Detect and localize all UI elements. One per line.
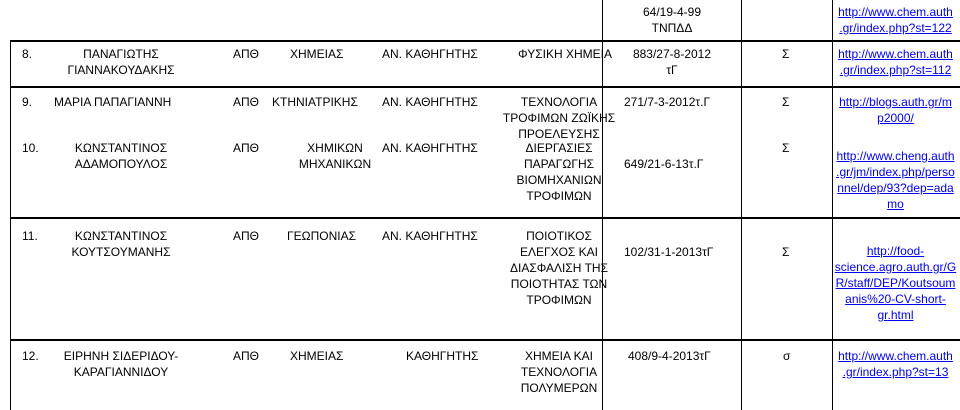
university: ΑΠΘ	[233, 95, 260, 109]
person-name: ΜΑΡΙΑ ΠΑΠΑΓΙΑΝΝΗ	[54, 95, 172, 109]
profile-link[interactable]: http://www.chem.auth .gr/index.php?st=112	[838, 47, 953, 77]
university: ΑΠΘ	[233, 349, 260, 363]
sigma-mark: Σ	[782, 47, 790, 61]
field: ΔΙΕΡΓΑΣΙΕΣ ΠΑΡΑΓΩΓΗΣ ΒΙΟΜΗΧΑΝΙΩΝ ΤΡΟΦΙΜΩΝ	[516, 141, 602, 203]
university: ΑΠΘ	[233, 229, 260, 243]
decision: 408/9-4-2013τΓ	[628, 349, 711, 363]
rank: ΑΝ. ΚΑΘΗΓΗΤΗΣ	[382, 229, 478, 243]
profile-link[interactable]: http://www.cheng.auth .gr/jm/index.php/perso nnel/dep/93?dep=ada mo	[836, 149, 955, 211]
row-number: 10.	[22, 141, 39, 155]
university: ΑΠΘ	[233, 47, 260, 61]
sigma-mark: σ	[783, 349, 791, 363]
row-number: 9.	[22, 95, 33, 109]
profile-link[interactable]: http://food- science.agro.auth.gr/G R/staff/DEP/Koutsoum anis%20-CV-short- gr.html	[834, 244, 957, 322]
department: ΧΗΜΕΙΑΣ	[290, 349, 344, 363]
department: ΧΗΜΕΙΑΣ	[290, 47, 344, 61]
field: ΦΥΣΙΚΗ ΧΗΜΕΙΑ	[518, 47, 612, 61]
department: ΚΤΗΝΙΑΤΡΙΚΗΣ	[272, 95, 358, 109]
rank: ΑΝ. ΚΑΘΗΓΗΤΗΣ	[382, 47, 478, 61]
sigma-mark: Σ	[782, 245, 790, 259]
rank: ΑΝ. ΚΑΘΗΓΗΤΗΣ	[382, 95, 478, 109]
decision: 649/21-6-13τ.Γ	[624, 157, 704, 171]
field: ΤΕΧΝΟΛΟΓΙΑ ΤΡΟΦΙΜΩΝ ΖΩΪΚΗΣ ΠΡΟΕΛΕΥΣΗΣ	[502, 95, 616, 141]
sigma-mark: Σ	[782, 141, 790, 155]
department: ΧΗΜΙΚΩΝ ΜΗΧΑΝΙΚΩΝ	[298, 141, 372, 171]
university: ΑΠΘ	[233, 141, 260, 155]
rank: ΑΝ. ΚΑΘΗΓΗΤΗΣ	[382, 141, 478, 155]
sigma-mark: Σ	[782, 95, 790, 109]
person-name: ΕΙΡΗΝΗ ΣΙΔΕΡΙΔΟΥ- ΚΑΡΑΓΙΑΝΝΙΔΟΥ	[63, 349, 179, 379]
department: ΓΕΩΠΟΝΙΑΣ	[287, 229, 357, 243]
decision: 271/7-3-2012τ.Γ	[624, 95, 711, 109]
decision-cell: 64/19-4-99 ΤΝΠΔΔ	[642, 5, 702, 35]
rank: ΚΑΘΗΓΗΤΗΣ	[406, 349, 479, 363]
field: ΧΗΜΕΙΑ ΚΑΙ ΤΕΧΝΟΛΟΓΙΑ ΠΟΛΥΜΕΡΩΝ	[520, 349, 598, 395]
person-name: ΚΩΝΣΤΑΝΤΙΝΟΣ ΑΔΑΜΟΠΟΥΛΟΣ	[74, 141, 168, 171]
decision: 102/31-1-2013τΓ	[624, 245, 714, 259]
row-number: 11.	[22, 229, 38, 243]
profile-link[interactable]: http://www.chem.auth .gr/index.php?st=122	[838, 5, 953, 35]
row-number: 8.	[22, 47, 33, 61]
profile-link[interactable]: http://blogs.auth.gr/m p2000/	[839, 95, 952, 125]
field: ΠΟΙΟΤΙΚΟΣ ΕΛΕΓΧΟΣ ΚΑΙ ΔΙΑΣΦΑΛΙΣΗ ΤΗΣ ΠΟΙΟΤΗΤΑΣ ΤΩΝ ΤΡΟΦΙΜΩΝ	[510, 229, 608, 307]
person-name: ΚΩΝΣΤΑΝΤΙΝΟΣ ΚΟΥΤΣΟΥΜΑΝΗΣ	[71, 229, 171, 259]
decision: 883/27-8-2012 τΓ	[632, 47, 712, 77]
person-name: ΠΑΝΑΓΙΩΤΗΣ ΓΙΑΝΝΑΚΟΥΔΑΚΗΣ	[67, 47, 175, 77]
row-number: 12.	[22, 349, 39, 363]
profile-link[interactable]: http://www.chem.auth .gr/index.php?st=13	[838, 349, 953, 379]
